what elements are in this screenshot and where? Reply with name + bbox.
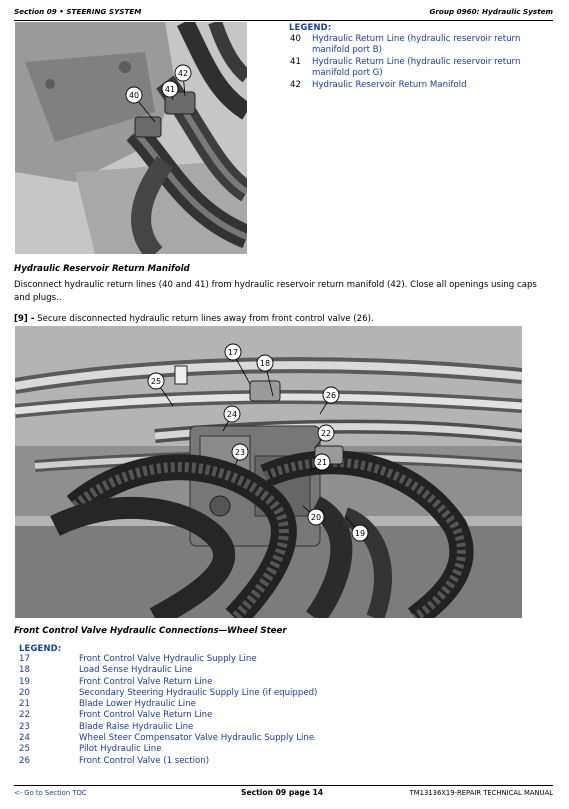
legend-item	[289, 34, 549, 55]
legend-item	[19, 756, 419, 767]
legend-text[interactable]: Hydraulic Return Line (hydraulic reservoir return manifold port B)	[312, 34, 521, 55]
callout-24	[224, 406, 240, 422]
callout-40	[126, 87, 142, 103]
legend-number: 21	[19, 699, 30, 710]
instruction-paragraph: Disconnect hydraulic return lines (40 and 41) from hydraulic reservoir return manifold (42). Close all openings using caps and plugs..	[14, 280, 537, 303]
legend-text[interactable]: Front Control Valve Return Line	[79, 710, 213, 721]
legend-figure-2	[19, 643, 419, 767]
callout-42	[175, 65, 191, 81]
svg-text:23: 23	[234, 448, 246, 457]
svg-text:17: 17	[227, 348, 239, 357]
legend-item	[289, 57, 549, 78]
legend-item	[289, 80, 549, 91]
svg-text:26: 26	[325, 391, 337, 400]
page-header	[14, 6, 553, 21]
return-manifold-illustration	[15, 22, 247, 254]
page-footer	[14, 785, 553, 800]
legend-number: 26	[19, 755, 30, 766]
legend-item	[19, 677, 419, 688]
legend-item	[19, 654, 419, 665]
svg-text:19: 19	[354, 529, 366, 538]
callout-18	[257, 355, 273, 371]
legend-number: 23	[19, 721, 30, 732]
figure-return-manifold	[15, 22, 247, 254]
step-9	[14, 313, 554, 326]
svg-text:21: 21	[316, 458, 328, 467]
legend-text[interactable]: Blade Lower Hydraulic Line	[79, 699, 196, 710]
svg-text:20: 20	[310, 513, 322, 522]
callout-23	[232, 444, 248, 460]
svg-text:41: 41	[164, 85, 176, 94]
callout-20	[308, 509, 324, 525]
legend-number: 19	[19, 676, 30, 687]
legend-number: 17	[19, 654, 30, 664]
legend-item	[19, 699, 419, 710]
page-number: Section 09 page 14	[241, 788, 324, 797]
legend-figure-1	[289, 22, 549, 91]
callout-22	[318, 425, 334, 441]
callout-26	[323, 387, 339, 403]
legend-text[interactable]: Front Control Valve (1 section)	[79, 755, 210, 766]
legend-number: 24	[19, 733, 30, 744]
legend-title: LEGEND:	[289, 22, 332, 32]
front-control-valve-illustration	[15, 326, 522, 618]
legend-item	[19, 733, 419, 744]
svg-text:24: 24	[226, 410, 238, 419]
legend-item	[19, 744, 419, 755]
callout-41	[162, 81, 178, 97]
svg-text:18: 18	[259, 359, 271, 368]
legend-title: LEGEND:	[19, 643, 62, 653]
legend-text[interactable]: Wheel Steer Compensator Valve Hydraulic Supply Line	[79, 733, 315, 744]
legend-number: 20	[19, 687, 30, 698]
figure-2-caption: Front Control Valve Hydraulic Connections—Wheel Steer	[14, 626, 287, 636]
step-text: Secure disconnected hydraulic return lines away from front control valve (26).	[37, 314, 374, 324]
figure-1-caption: Hydraulic Reservoir Return Manifold	[14, 264, 190, 274]
legend-number: 18	[19, 665, 30, 676]
callout-17	[225, 344, 241, 360]
legend-item	[19, 722, 419, 733]
manual-id: TM13136X19-REPAIR TECHNICAL MANUAL	[409, 789, 553, 797]
group-title: Group 0960: Hydraulic System	[429, 7, 553, 16]
svg-text:42: 42	[177, 69, 189, 78]
legend-text[interactable]: Front Control Valve Hydraulic Supply Line	[79, 654, 257, 664]
svg-text:22: 22	[320, 429, 332, 438]
section-title: Section 09 • STEERING SYSTEM	[14, 7, 142, 16]
callout-21	[314, 454, 330, 470]
legend-number: 40	[290, 34, 301, 44]
legend-text[interactable]: Hydraulic Reservoir Return Manifold	[312, 80, 467, 91]
legend-item	[19, 688, 419, 699]
legend-number: 25	[19, 744, 30, 755]
callout-19	[352, 525, 368, 541]
section-toc-link[interactable]: <- Go to Section TOC	[14, 789, 87, 797]
figure-front-control-valve	[15, 326, 522, 618]
legend-text[interactable]: Load Sense Hydraulic Line	[79, 665, 193, 676]
legend-text[interactable]: Front Control Valve Return Line	[79, 676, 213, 687]
callout-25	[148, 373, 164, 389]
legend-text[interactable]: Hydraulic Return Line (hydraulic reservoir return manifold port G)	[312, 57, 521, 78]
legend-number: 41	[290, 57, 301, 68]
step-number: [9] -	[14, 314, 35, 324]
legend-item	[19, 665, 419, 676]
svg-text:40: 40	[128, 91, 140, 100]
legend-number: 22	[19, 710, 30, 721]
legend-text[interactable]: Pilot Hydraulic Line	[79, 744, 162, 755]
legend-item	[19, 710, 419, 721]
legend-text[interactable]: Secondary Steering Hydraulic Supply Line (if equipped)	[79, 687, 318, 698]
legend-text[interactable]: Blade Raise Hydraulic Line	[79, 721, 194, 732]
svg-text:25: 25	[150, 377, 162, 386]
legend-number: 42	[290, 80, 301, 91]
